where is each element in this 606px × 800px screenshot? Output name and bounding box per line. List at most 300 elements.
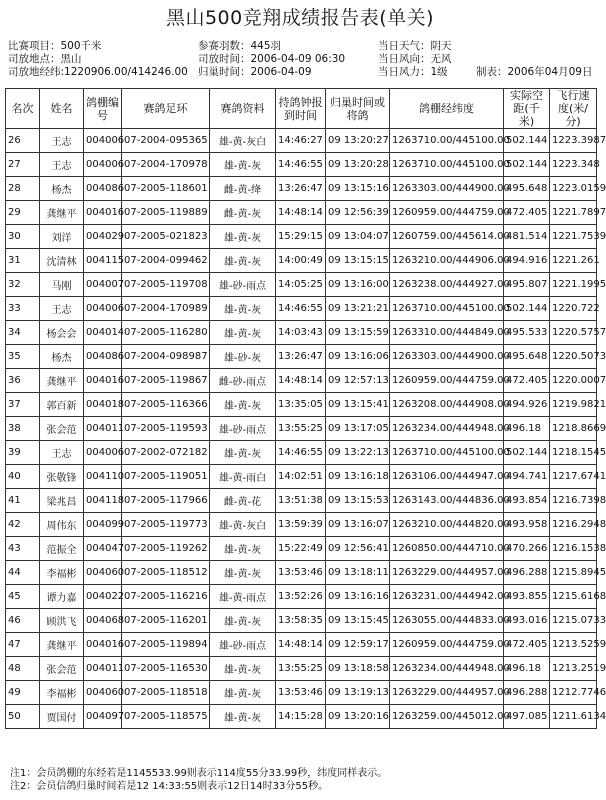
- results-table: [5, 88, 606, 729]
- coords-cell: 1263234.00/444948.00: [390, 417, 504, 441]
- distance-cell: 496.288: [504, 681, 550, 705]
- speed-cell: 1220.5757: [550, 321, 597, 345]
- name-cell: 杨杰: [40, 177, 84, 201]
- clock-time-cell: 14:46:55: [276, 297, 326, 321]
- race-info: [8, 40, 594, 79]
- table-row: [6, 297, 597, 321]
- col-name: 姓名: [40, 89, 84, 129]
- table-row: [6, 345, 597, 369]
- clock-time-cell: 14:02:51: [276, 465, 326, 489]
- speed-cell: 1223.3987: [550, 129, 597, 153]
- rank-cell: 38: [6, 417, 40, 441]
- rank-cell: 34: [6, 321, 40, 345]
- release-time: 司放时间：2006-04-09 06:30: [198, 53, 346, 65]
- distance-cell: 502.144: [504, 153, 550, 177]
- pigeon-count: 参赛羽数：445羽: [198, 40, 282, 52]
- rank-cell: 42: [6, 513, 40, 537]
- bird-info-cell: 雄-砂-灰: [210, 345, 276, 369]
- bird-info-cell: 雄-黄-灰: [210, 441, 276, 465]
- ring-cell: 07-2005-117966: [122, 489, 210, 513]
- distance-cell: 495.807: [504, 273, 550, 297]
- bird-info-cell: 雄-黄-灰: [210, 609, 276, 633]
- return-time-cell: 09 13:15:16: [326, 177, 390, 201]
- return-time-cell: 09 13:18:11: [326, 561, 390, 585]
- loft-id-cell: 004007: [84, 273, 122, 297]
- speed-cell: 1221.1995: [550, 273, 597, 297]
- coords-cell: 1263210.00/444906.00: [390, 249, 504, 273]
- loft-id-cell: 004014: [84, 321, 122, 345]
- speed-cell: 1220.0007: [550, 369, 597, 393]
- wind-force: 当日风力：1级: [378, 66, 448, 78]
- rank-cell: 46: [6, 609, 40, 633]
- ring-cell: 07-2005-118518: [122, 681, 210, 705]
- return-time-cell: 09 13:22:13: [326, 441, 390, 465]
- return-time-cell: 09 12:59:17: [326, 633, 390, 657]
- table-row: [6, 225, 597, 249]
- table-row: [6, 201, 597, 225]
- coords-cell: 1263710.00/445100.00: [390, 129, 504, 153]
- ring-cell: 07-2005-119593: [122, 417, 210, 441]
- distance-cell: 493.854: [504, 489, 550, 513]
- ring-cell: 07-2004-099462: [122, 249, 210, 273]
- table-row: [6, 273, 597, 297]
- ring-cell: 07-2004-098987: [122, 345, 210, 369]
- loft-id-cell: 004115: [84, 249, 122, 273]
- name-cell: 张会范: [40, 657, 84, 681]
- return-time-cell: 09 13:15:41: [326, 393, 390, 417]
- name-cell: 龚继平: [40, 633, 84, 657]
- rank-cell: 35: [6, 345, 40, 369]
- loft-id-cell: 004099: [84, 513, 122, 537]
- name-cell: 刘洋: [40, 225, 84, 249]
- clock-time-cell: 14:03:43: [276, 321, 326, 345]
- bird-info-cell: 雌-黄-花: [210, 489, 276, 513]
- wind-direction: 当日风向：无风: [378, 53, 452, 65]
- table-row: [6, 681, 597, 705]
- name-cell: 梁兆昌: [40, 489, 84, 513]
- speed-cell: 1213.2519: [550, 657, 597, 681]
- table-row: [6, 585, 597, 609]
- name-cell: 谭力嘉: [40, 585, 84, 609]
- table-row: [6, 393, 597, 417]
- clock-time-cell: 13:52:26: [276, 585, 326, 609]
- speed-cell: 1215.8945: [550, 561, 597, 585]
- return-time-cell: 09 12:57:13: [326, 369, 390, 393]
- loft-id-cell: 004060: [84, 561, 122, 585]
- speed-cell: 1211.6134: [550, 705, 597, 729]
- table-row: [6, 441, 597, 465]
- speed-cell: 1216.7398: [550, 489, 597, 513]
- rank-cell: 39: [6, 441, 40, 465]
- table-row: [6, 705, 597, 729]
- speed-cell: 1212.7746: [550, 681, 597, 705]
- name-cell: 沈清林: [40, 249, 84, 273]
- clock-time-cell: 14:48:14: [276, 633, 326, 657]
- speed-cell: 1217.6741: [550, 465, 597, 489]
- col-coords: 鸽棚经纬度: [390, 89, 504, 129]
- ring-cell: 07-2005-116201: [122, 609, 210, 633]
- rank-cell: 45: [6, 585, 40, 609]
- speed-cell: 1215.6168: [550, 585, 597, 609]
- table-row: [6, 657, 597, 681]
- return-time-cell: 09 13:04:07: [326, 225, 390, 249]
- coords-cell: 1263210.00/444820.00: [390, 513, 504, 537]
- release-place: 司放地点：黑山: [8, 53, 82, 65]
- race-info-row: [8, 66, 594, 79]
- coords-cell: 1260959.00/444759.00: [390, 633, 504, 657]
- col-clock-time: 持鸽钟报到时间: [276, 89, 326, 129]
- rank-cell: 29: [6, 201, 40, 225]
- return-time-cell: 09 13:15:59: [326, 321, 390, 345]
- bird-info-cell: 雄-黄-灰: [210, 153, 276, 177]
- ring-cell: 07-2005-118575: [122, 705, 210, 729]
- coords-cell: 1263710.00/445100.00: [390, 297, 504, 321]
- return-time-cell: 09 13:17:05: [326, 417, 390, 441]
- rank-cell: 31: [6, 249, 40, 273]
- loft-id-cell: 004006: [84, 297, 122, 321]
- table-row: [6, 609, 597, 633]
- bird-info-cell: 雄-黄-灰: [210, 297, 276, 321]
- distance-cell: 493.016: [504, 609, 550, 633]
- bird-info-cell: 雄-砂-雨点: [210, 273, 276, 297]
- page-title: 黑山500竞翔成绩报告表(单关): [165, 7, 435, 29]
- distance-cell: 494.916: [504, 249, 550, 273]
- name-cell: 杨杰: [40, 345, 84, 369]
- bird-info-cell: 雄-砂-雨点: [210, 633, 276, 657]
- bird-info-cell: 雄-黄-灰白: [210, 513, 276, 537]
- table-row: [6, 537, 597, 561]
- clock-time-cell: 14:48:14: [276, 369, 326, 393]
- speed-cell: 1221.7897: [550, 201, 597, 225]
- clock-time-cell: 13:53:46: [276, 561, 326, 585]
- coords-cell: 1263303.00/444900.00: [390, 345, 504, 369]
- ring-cell: 07-2005-119262: [122, 537, 210, 561]
- distance-cell: 472.405: [504, 201, 550, 225]
- race-project: 比赛项目：500千米: [8, 40, 102, 52]
- bird-info-cell: 雄-黄-灰: [210, 393, 276, 417]
- ring-cell: 07-2005-021823: [122, 225, 210, 249]
- distance-cell: 493.855: [504, 585, 550, 609]
- ring-cell: 07-2005-119867: [122, 369, 210, 393]
- speed-cell: 1223.0159: [550, 177, 597, 201]
- speed-cell: 1220.722: [550, 297, 597, 321]
- clock-time-cell: 14:00:49: [276, 249, 326, 273]
- ring-cell: 07-2004-170989: [122, 297, 210, 321]
- clock-time-cell: 13:51:38: [276, 489, 326, 513]
- rank-cell: 40: [6, 465, 40, 489]
- return-time-cell: 09 13:16:07: [326, 513, 390, 537]
- ring-cell: 07-2005-116216: [122, 585, 210, 609]
- rank-cell: 32: [6, 273, 40, 297]
- return-time-cell: 09 13:15:45: [326, 609, 390, 633]
- coords-cell: 1263710.00/445100.00: [390, 153, 504, 177]
- clock-time-cell: 13:59:39: [276, 513, 326, 537]
- name-cell: 王志: [40, 153, 84, 177]
- bird-info-cell: 雄-黄-雨白: [210, 465, 276, 489]
- coords-cell: 1263055.00/444833.00: [390, 609, 504, 633]
- loft-id-cell: 004110: [84, 465, 122, 489]
- table-row: [6, 153, 597, 177]
- coords-cell: 1260959.00/444759.00: [390, 201, 504, 225]
- return-time-cell: 09 13:20:27: [326, 129, 390, 153]
- coords-cell: 1263238.00/444927.00: [390, 273, 504, 297]
- clock-time-cell: 13:58:35: [276, 609, 326, 633]
- rank-cell: 37: [6, 393, 40, 417]
- name-cell: 李福彬: [40, 681, 84, 705]
- table-row: [6, 369, 597, 393]
- ring-cell: 07-2005-119773: [122, 513, 210, 537]
- bird-info-cell: 雄-黄-灰: [210, 705, 276, 729]
- name-cell: 周伟东: [40, 513, 84, 537]
- distance-cell: 494.741: [504, 465, 550, 489]
- race-info-row: [8, 53, 594, 66]
- rank-cell: 26: [6, 129, 40, 153]
- bird-info-cell: 雌-砂-雨点: [210, 369, 276, 393]
- distance-cell: 497.085: [504, 705, 550, 729]
- loft-id-cell: 004016: [84, 201, 122, 225]
- coords-cell: 1263231.00/444942.00: [390, 585, 504, 609]
- footnotes: [10, 767, 387, 793]
- name-cell: 张敬锋: [40, 465, 84, 489]
- ring-cell: 07-2005-119894: [122, 633, 210, 657]
- rank-cell: 43: [6, 537, 40, 561]
- rank-cell: 41: [6, 489, 40, 513]
- clock-time-cell: 15:29:15: [276, 225, 326, 249]
- loft-id-cell: 004047: [84, 537, 122, 561]
- footnote: 注1：会员鸽棚的东经若是1145533.99则表示114度55分33.99秒，纬度同样表示。: [10, 768, 388, 779]
- coords-cell: 1263143.00/444836.00: [390, 489, 504, 513]
- rank-cell: 48: [6, 657, 40, 681]
- loft-id-cell: 004006: [84, 441, 122, 465]
- table-row: [6, 633, 597, 657]
- ring-cell: 07-2002-072182: [122, 441, 210, 465]
- clock-time-cell: 13:55:25: [276, 657, 326, 681]
- ring-cell: 07-2004-095365: [122, 129, 210, 153]
- name-cell: 王志: [40, 129, 84, 153]
- bird-info-cell: 雄-黄-灰: [210, 657, 276, 681]
- clock-time-cell: 14:46:55: [276, 441, 326, 465]
- distance-cell: 496.18: [504, 417, 550, 441]
- name-cell: 马刚: [40, 273, 84, 297]
- rank-cell: 44: [6, 561, 40, 585]
- speed-cell: 1218.1545: [550, 441, 597, 465]
- loft-id-cell: 004016: [84, 369, 122, 393]
- table-row: [6, 417, 597, 441]
- table-row: [6, 465, 597, 489]
- weather: 当日天气：阴天: [378, 40, 452, 52]
- loft-id-cell: 004068: [84, 609, 122, 633]
- speed-cell: 1220.5073: [550, 345, 597, 369]
- release-coords: 司放地经纬:1220906.00/414246.00: [8, 66, 188, 78]
- bird-info-cell: 雄-黄-灰: [210, 561, 276, 585]
- rank-cell: 50: [6, 705, 40, 729]
- distance-cell: 472.405: [504, 633, 550, 657]
- return-time-cell: 09 12:56:41: [326, 537, 390, 561]
- ring-cell: 07-2005-118512: [122, 561, 210, 585]
- loft-id-cell: 004097: [84, 705, 122, 729]
- name-cell: 李福彬: [40, 561, 84, 585]
- speed-cell: 1219.9821: [550, 393, 597, 417]
- coords-cell: 1263229.00/444957.00: [390, 681, 504, 705]
- distance-cell: 493.958: [504, 513, 550, 537]
- coords-cell: 1263310.00/444849.00: [390, 321, 504, 345]
- distance-cell: 470.266: [504, 537, 550, 561]
- coords-cell: 1263303.00/444900.00: [390, 177, 504, 201]
- clock-time-cell: 14:15:28: [276, 705, 326, 729]
- name-cell: 张会范: [40, 417, 84, 441]
- name-cell: 王志: [40, 441, 84, 465]
- ring-cell: 07-2005-119051: [122, 465, 210, 489]
- name-cell: 郭百新: [40, 393, 84, 417]
- loft-id-cell: 004016: [84, 633, 122, 657]
- rank-cell: 28: [6, 177, 40, 201]
- distance-cell: 472.405: [504, 369, 550, 393]
- bird-info-cell: 雌-黄-灰: [210, 201, 276, 225]
- bird-info-cell: 雄-黄-灰: [210, 249, 276, 273]
- clock-time-cell: 14:48:14: [276, 201, 326, 225]
- speed-cell: 1216.1538: [550, 537, 597, 561]
- name-cell: 杨会会: [40, 321, 84, 345]
- table-row: [6, 561, 597, 585]
- bird-info-cell: 雄-黄-灰白: [210, 129, 276, 153]
- clock-time-cell: 13:55:25: [276, 417, 326, 441]
- coords-cell: 1263229.00/444957.00: [390, 561, 504, 585]
- return-time-cell: 09 13:16:00: [326, 273, 390, 297]
- return-time-cell: 09 13:16:18: [326, 465, 390, 489]
- loft-id-cell: 004086: [84, 345, 122, 369]
- loft-id-cell: 004118: [84, 489, 122, 513]
- loft-id-cell: 004022: [84, 585, 122, 609]
- return-time-cell: 09 13:19:13: [326, 681, 390, 705]
- table-row: [6, 129, 597, 153]
- table-row: [6, 513, 597, 537]
- ring-cell: 07-2004-170978: [122, 153, 210, 177]
- ring-cell: 07-2005-116366: [122, 393, 210, 417]
- rank-cell: 49: [6, 681, 40, 705]
- loft-id-cell: 004011: [84, 657, 122, 681]
- coords-cell: 1263234.00/444948.00: [390, 657, 504, 681]
- distance-cell: 502.144: [504, 441, 550, 465]
- name-cell: 龚继平: [40, 369, 84, 393]
- clock-time-cell: 14:46:27: [276, 129, 326, 153]
- loft-id-cell: 004006: [84, 153, 122, 177]
- table-row: [6, 321, 597, 345]
- rank-cell: 36: [6, 369, 40, 393]
- name-cell: 范振全: [40, 537, 84, 561]
- return-time-cell: 09 13:21:21: [326, 297, 390, 321]
- clock-time-cell: 14:05:25: [276, 273, 326, 297]
- clock-time-cell: 13:26:47: [276, 177, 326, 201]
- speed-cell: 1213.5259: [550, 633, 597, 657]
- col-bird-info: 赛鸽资料: [210, 89, 276, 129]
- bird-info-cell: 雄-砂-雨点: [210, 417, 276, 441]
- loft-id-cell: 004018: [84, 393, 122, 417]
- ring-cell: 07-2005-116530: [122, 657, 210, 681]
- ring-cell: 07-2005-118601: [122, 177, 210, 201]
- distance-cell: 495.648: [504, 177, 550, 201]
- name-cell: 贾国付: [40, 705, 84, 729]
- loft-id-cell: 004006: [84, 129, 122, 153]
- distance-cell: 495.533: [504, 321, 550, 345]
- name-cell: 龚继平: [40, 201, 84, 225]
- loft-id-cell: 004086: [84, 177, 122, 201]
- footnote: 注2：会员信鸽归巢时间若是12 14:33:55则表示12日14时33分55秒。: [10, 781, 329, 792]
- coords-cell: 1260850.00/444710.00: [390, 537, 504, 561]
- distance-cell: 495.648: [504, 345, 550, 369]
- return-time-cell: 09 13:16:06: [326, 345, 390, 369]
- col-loft-id: 鸽棚编号: [84, 89, 122, 129]
- coords-cell: 1260959.00/444759.00: [390, 369, 504, 393]
- bird-info-cell: 雌-黄-绛: [210, 177, 276, 201]
- coords-cell: 1263259.00/445012.00: [390, 705, 504, 729]
- header-row: [6, 89, 597, 129]
- race-info-row: [8, 40, 594, 53]
- distance-cell: 494.926: [504, 393, 550, 417]
- ring-cell: 07-2005-119889: [122, 201, 210, 225]
- speed-cell: 1216.2948: [550, 513, 597, 537]
- return-time-cell: 09 13:20:16: [326, 705, 390, 729]
- rank-cell: 30: [6, 225, 40, 249]
- return-time-cell: 09 13:15:53: [326, 489, 390, 513]
- loft-id-cell: 004011: [84, 417, 122, 441]
- clock-time-cell: 14:46:55: [276, 153, 326, 177]
- clock-time-cell: 13:35:05: [276, 393, 326, 417]
- ring-cell: 07-2005-116280: [122, 321, 210, 345]
- name-cell: 王志: [40, 297, 84, 321]
- bird-info-cell: 雄-黄-灰: [210, 321, 276, 345]
- return-time-cell: 09 12:56:39: [326, 201, 390, 225]
- rank-cell: 47: [6, 633, 40, 657]
- bird-info-cell: 雄-黄-灰: [210, 537, 276, 561]
- bird-info-cell: 雄-黄-雨点: [210, 585, 276, 609]
- name-cell: 顾洪飞: [40, 609, 84, 633]
- distance-cell: 496.288: [504, 561, 550, 585]
- distance-cell: 496.18: [504, 657, 550, 681]
- rank-cell: 27: [6, 153, 40, 177]
- bird-info-cell: 雄-黄-灰: [210, 225, 276, 249]
- table-row: [6, 249, 597, 273]
- return-time-cell: 09 13:16:16: [326, 585, 390, 609]
- speed-cell: 1223.348: [550, 153, 597, 177]
- coords-cell: 1263106.00/444947.00: [390, 465, 504, 489]
- return-time-cell: 09 13:20:28: [326, 153, 390, 177]
- col-rank: 名次: [6, 89, 40, 129]
- col-speed: 飞行速度(米/分): [550, 89, 597, 129]
- distance-cell: 481.514: [504, 225, 550, 249]
- speed-cell: 1221.261: [550, 249, 597, 273]
- coords-cell: 1260759.00/445614.00: [390, 225, 504, 249]
- clock-time-cell: 15:22:49: [276, 537, 326, 561]
- col-distance: 实际空距(千米): [504, 89, 550, 129]
- return-time-cell: 09 13:18:58: [326, 657, 390, 681]
- return-time-cell: 09 13:15:15: [326, 249, 390, 273]
- loft-id-cell: 004060: [84, 681, 122, 705]
- ring-cell: 07-2005-119708: [122, 273, 210, 297]
- distance-cell: 502.144: [504, 297, 550, 321]
- speed-cell: 1221.7539: [550, 225, 597, 249]
- table-row: [6, 489, 597, 513]
- coords-cell: 1263710.00/445100.00: [390, 441, 504, 465]
- rank-cell: 33: [6, 297, 40, 321]
- table-row: [6, 177, 597, 201]
- bird-info-cell: 雄-黄-灰: [210, 681, 276, 705]
- clock-time-cell: 13:53:46: [276, 681, 326, 705]
- col-return-time: 归巢时间或将鸽: [326, 89, 390, 129]
- return-time: 归巢时间：2006-04-09: [198, 66, 312, 78]
- clock-time-cell: 13:26:47: [276, 345, 326, 369]
- speed-cell: 1218.8669: [550, 417, 597, 441]
- speed-cell: 1215.0733: [550, 609, 597, 633]
